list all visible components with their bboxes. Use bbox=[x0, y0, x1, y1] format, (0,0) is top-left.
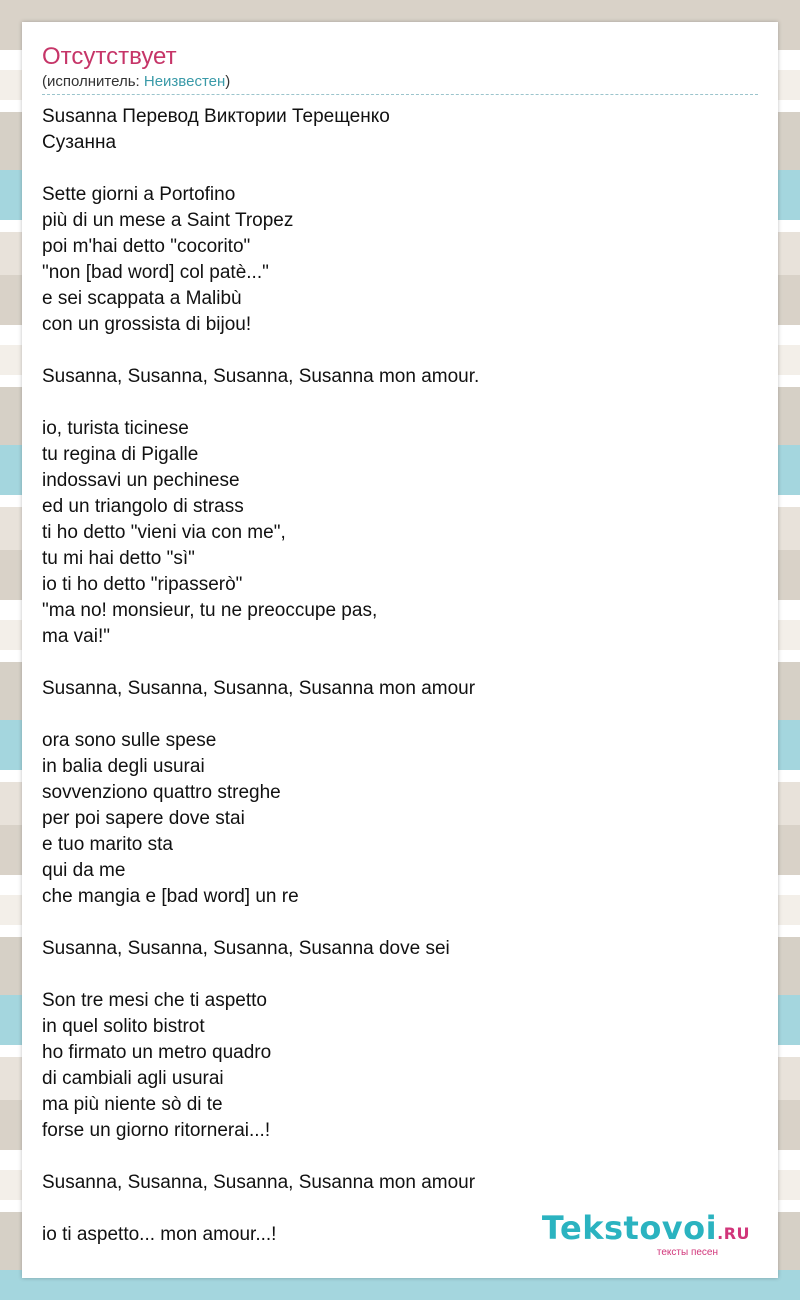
lyric-line: di cambiali agli usurai bbox=[42, 1068, 224, 1089]
lyric-line: più di un mese a Saint Tropez bbox=[42, 210, 294, 231]
lyric-line: ed un triangolo di strass bbox=[42, 496, 244, 517]
lyric-blank-line bbox=[42, 156, 758, 182]
artist-link[interactable]: Неизвестен bbox=[143, 73, 226, 90]
lyric-blank-line bbox=[42, 962, 758, 988]
song-title: Отсутствует bbox=[42, 43, 177, 70]
lyric-line: Susanna Перевод Виктории Терещенко bbox=[42, 106, 390, 127]
lyric-line: sovvenziono quattro streghe bbox=[42, 782, 281, 803]
site-logo[interactable] bbox=[542, 1211, 750, 1258]
logo-wordmark bbox=[542, 1211, 750, 1251]
lyrics-card bbox=[22, 22, 778, 1278]
lyric-line: ma vai!" bbox=[42, 626, 110, 647]
lyric-line: Susanna, Susanna, Susanna, Susanna dove sei bbox=[42, 938, 450, 959]
lyric-line: ho firmato un metro quadro bbox=[42, 1042, 272, 1063]
lyric-line: ora sono sulle spese bbox=[42, 730, 217, 751]
lyric-line: per poi sapere dove stai bbox=[42, 808, 245, 829]
lyric-blank-line bbox=[42, 910, 758, 936]
song-header bbox=[42, 42, 758, 95]
lyric-line: "ma no! monsieur, tu ne preoccupe pas, bbox=[42, 600, 378, 621]
artist-prefix: (исполнитель: bbox=[42, 73, 144, 90]
lyric-line: che mangia e [bad word] un re bbox=[42, 886, 299, 907]
lyric-blank-line bbox=[42, 1144, 758, 1170]
lyric-line: ti ho detto "vieni via con me", bbox=[42, 522, 286, 543]
lyric-line: in quel solito bistrot bbox=[42, 1016, 205, 1037]
lyric-line: forse un giorno ritornerai...! bbox=[42, 1120, 271, 1141]
artist-suffix: ) bbox=[225, 73, 231, 90]
lyric-line: Son tre mesi che ti aspetto bbox=[42, 990, 267, 1011]
lyric-line: Susanna, Susanna, Susanna, Susanna mon amour bbox=[42, 1172, 476, 1193]
lyric-line: Susanna, Susanna, Susanna, Susanna mon amour bbox=[42, 678, 476, 699]
lyric-line: qui da me bbox=[42, 860, 126, 881]
lyric-line: Sette giorni a Portofino bbox=[42, 184, 236, 205]
lyric-line: tu regina di Pigalle bbox=[42, 444, 199, 465]
lyric-line: io ti ho detto "ripasserò" bbox=[42, 574, 243, 595]
lyric-line: e tuo marito sta bbox=[42, 834, 173, 855]
lyric-blank-line bbox=[42, 650, 758, 676]
logo-tld: .RU bbox=[717, 1224, 750, 1243]
lyric-line: ma più niente sò di te bbox=[42, 1094, 223, 1115]
lyric-line: e sei scappata a Malibù bbox=[42, 288, 242, 309]
lyric-line: con un grossista di bijou! bbox=[42, 314, 252, 335]
lyric-line: io, turista ticinese bbox=[42, 418, 189, 439]
lyric-line: Сузанна bbox=[42, 132, 117, 153]
lyric-line: "non [bad word] col patè..." bbox=[42, 262, 269, 283]
lyric-blank-line bbox=[42, 390, 758, 416]
logo-tagline: тексты песен bbox=[656, 1247, 718, 1258]
logo-name: Tekstovoi bbox=[541, 1209, 718, 1247]
artist-line bbox=[42, 72, 758, 92]
lyrics-text bbox=[42, 104, 758, 1248]
lyric-line: io ti aspetto... mon amour...! bbox=[42, 1224, 277, 1245]
lyric-line: tu mi hai detto "sì" bbox=[42, 548, 195, 569]
lyric-line: poi m'hai detto "cocorito" bbox=[42, 236, 251, 257]
lyric-blank-line bbox=[42, 338, 758, 364]
lyric-line: indossavi un pechinese bbox=[42, 470, 240, 491]
lyric-blank-line bbox=[42, 702, 758, 728]
lyric-line: in balia degli usurai bbox=[42, 756, 205, 777]
lyric-line: Susanna, Susanna, Susanna, Susanna mon amour. bbox=[42, 366, 480, 387]
